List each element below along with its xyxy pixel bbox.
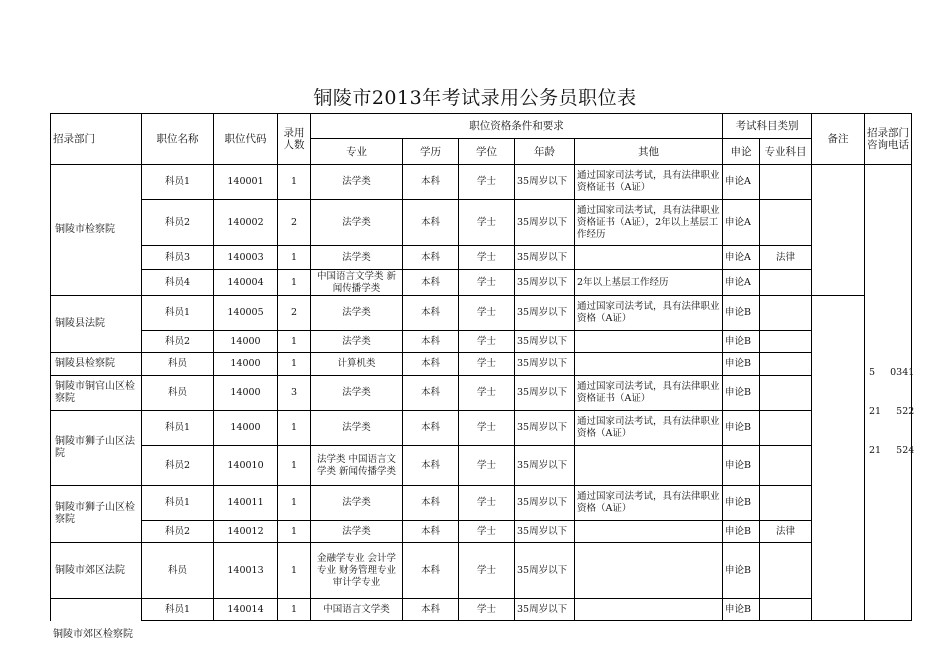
code-cell: 140012 [214, 521, 278, 543]
header-age: 年龄 [515, 139, 575, 165]
table-row [51, 165, 912, 200]
shenlun-cell: 申论B [723, 521, 760, 543]
table-row [51, 486, 912, 521]
table-body [51, 165, 915, 621]
degree-cell: 学士 [459, 521, 515, 543]
department-cell: 铜陵县检察院 [51, 353, 142, 376]
code-cell: 140004 [214, 270, 278, 296]
other-cell: 通过国家司法考试，具有法律职业资格（A证） [575, 486, 723, 521]
code-cell: 140013 [214, 543, 278, 599]
header-degree: 学位 [459, 139, 515, 165]
table-row [51, 521, 912, 543]
major-cell: 法学类 [311, 200, 403, 246]
count-cell: 1 [278, 543, 311, 599]
degree-cell: 学士 [459, 200, 515, 246]
subject-cell [760, 599, 812, 621]
code-cell: 140011 [214, 486, 278, 521]
header-dept: 招录部门 [51, 114, 142, 165]
position-cell: 科员1 [142, 486, 214, 521]
other-cell [575, 543, 723, 599]
phone-line: 21 524 [869, 445, 915, 456]
subject-cell [760, 331, 812, 353]
header-shenlun: 申论 [723, 139, 760, 165]
department-cell: 铜陵市狮子山区检察院 [51, 486, 142, 543]
degree-cell: 学士 [459, 296, 515, 331]
major-cell: 法学类 [311, 411, 403, 446]
header-qualifications: 职位资格条件和要求 [311, 114, 723, 139]
header-exam-category: 考试科目类别 [723, 114, 812, 139]
shenlun-cell: 申论A [723, 246, 760, 270]
position-cell: 科员3 [142, 246, 214, 270]
shenlun-cell: 申论A [723, 270, 760, 296]
age-cell: 35周岁以下 [515, 296, 575, 331]
age-cell: 35周岁以下 [515, 446, 575, 486]
position-cell: 科员1 [142, 411, 214, 446]
position-cell: 科员1 [142, 165, 214, 200]
count-cell: 1 [278, 331, 311, 353]
count-cell: 1 [278, 270, 311, 296]
shenlun-cell: 申论B [723, 486, 760, 521]
other-cell [575, 521, 723, 543]
shenlun-cell: 申论B [723, 353, 760, 376]
department-cell: 铜陵市铜官山区检察院 [51, 376, 142, 411]
header-code: 职位代码 [214, 114, 278, 165]
header-remark: 备注 [812, 114, 865, 165]
age-cell: 35周岁以下 [515, 521, 575, 543]
next-department-label: 铜陵市郊区检察院 [53, 629, 133, 640]
count-cell: 1 [278, 486, 311, 521]
shenlun-cell: 申论A [723, 165, 760, 200]
table-row [51, 599, 912, 621]
table-row [51, 296, 912, 331]
subject-cell [760, 411, 812, 446]
education-cell: 本科 [403, 296, 459, 331]
position-cell: 科员2 [142, 446, 214, 486]
age-cell: 35周岁以下 [515, 200, 575, 246]
major-cell: 中国语言文学类 新闻传播学类 [311, 270, 403, 296]
other-cell: 通过国家司法考试，具有法律职业资格（A证） [575, 296, 723, 331]
degree-cell: 学士 [459, 331, 515, 353]
age-cell: 35周岁以下 [515, 411, 575, 446]
degree-cell: 学士 [459, 543, 515, 599]
code-cell: 14000 [214, 353, 278, 376]
position-cell: 科员 [142, 376, 214, 411]
shenlun-cell: 申论B [723, 446, 760, 486]
age-cell: 35周岁以下 [515, 599, 575, 621]
education-cell: 本科 [403, 376, 459, 411]
code-cell: 140002 [214, 200, 278, 246]
count-cell: 2 [278, 200, 311, 246]
code-cell: 140001 [214, 165, 278, 200]
header-specialty-subject: 专业科目 [760, 139, 812, 165]
education-cell: 本科 [403, 200, 459, 246]
phone-line: 21 522 [869, 406, 915, 417]
major-cell: 法学类 [311, 165, 403, 200]
degree-cell: 学士 [459, 353, 515, 376]
code-cell: 140010 [214, 446, 278, 486]
page-title: 铜陵市2013年考试录用公务员职位表 [313, 87, 637, 109]
header-phone: 招录部门咨询电话 [865, 114, 912, 165]
shenlun-cell: 申论B [723, 296, 760, 331]
age-cell: 35周岁以下 [515, 331, 575, 353]
education-cell: 本科 [403, 521, 459, 543]
count-cell: 1 [278, 446, 311, 486]
count-cell: 1 [278, 353, 311, 376]
table-row [51, 353, 912, 376]
job-table [50, 113, 915, 621]
age-cell: 35周岁以下 [515, 353, 575, 376]
age-cell: 35周岁以下 [515, 486, 575, 521]
education-cell: 本科 [403, 411, 459, 446]
major-cell: 法学类 [311, 246, 403, 270]
age-cell: 35周岁以下 [515, 270, 575, 296]
shenlun-cell: 申论B [723, 543, 760, 599]
count-cell: 1 [278, 599, 311, 621]
count-cell: 1 [278, 246, 311, 270]
code-cell: 140014 [214, 599, 278, 621]
header-other: 其他 [575, 139, 723, 165]
count-cell: 3 [278, 376, 311, 411]
shenlun-cell: 申论B [723, 599, 760, 621]
shenlun-cell: 申论B [723, 331, 760, 353]
education-cell: 本科 [403, 599, 459, 621]
table-row [51, 200, 912, 246]
degree-cell: 学士 [459, 270, 515, 296]
position-cell: 科员2 [142, 200, 214, 246]
header-education: 学历 [403, 139, 459, 165]
age-cell: 35周岁以下 [515, 376, 575, 411]
subject-cell [760, 296, 812, 331]
education-cell: 本科 [403, 246, 459, 270]
shenlun-cell: 申论B [723, 376, 760, 411]
code-cell: 14000 [214, 376, 278, 411]
shenlun-cell: 申论B [723, 411, 760, 446]
subject-cell [760, 270, 812, 296]
other-cell: 通过国家司法考试，具有法律职业资格（A证） [575, 411, 723, 446]
major-cell: 法学类 中国语言文学类 新闻传播学类 [311, 446, 403, 486]
other-cell: 通过国家司法考试，具有法律职业资格证书（A证） [575, 376, 723, 411]
department-cell: 铜陵市郊区法院 [51, 543, 142, 599]
major-cell: 法学类 [311, 521, 403, 543]
other-cell: 通过国家司法考试，具有法律职业资格证书（A证） [575, 165, 723, 200]
header-count: 录用人数 [278, 114, 311, 165]
department-cell [51, 599, 142, 621]
header-position: 职位名称 [142, 114, 214, 165]
position-cell: 科员4 [142, 270, 214, 296]
major-cell: 法学类 [311, 486, 403, 521]
table-row [51, 246, 912, 270]
count-cell: 1 [278, 411, 311, 446]
position-cell: 科员1 [142, 296, 214, 331]
table-row [51, 270, 912, 296]
subject-cell [760, 486, 812, 521]
table-row [51, 543, 912, 599]
subject-cell [760, 353, 812, 376]
major-cell: 法学类 [311, 331, 403, 353]
code-cell: 140003 [214, 246, 278, 270]
education-cell: 本科 [403, 331, 459, 353]
other-cell [575, 331, 723, 353]
subject-cell: 法律 [760, 521, 812, 543]
position-cell: 科员1 [142, 599, 214, 621]
shenlun-cell: 申论A [723, 200, 760, 246]
subject-cell [760, 200, 812, 246]
major-cell: 中国语言文学类 [311, 599, 403, 621]
position-cell: 科员2 [142, 521, 214, 543]
table-row [51, 376, 912, 411]
age-cell: 35周岁以下 [515, 246, 575, 270]
position-cell: 科员 [142, 543, 214, 599]
subject-cell [760, 543, 812, 599]
other-cell: 2年以上基层工作经历 [575, 270, 723, 296]
degree-cell: 学士 [459, 486, 515, 521]
phone-numbers [869, 340, 914, 470]
remark-cell [812, 296, 865, 621]
education-cell: 本科 [403, 270, 459, 296]
education-cell: 本科 [403, 446, 459, 486]
major-cell: 金融学专业 会计学专业 财务管理专业 审计学专业 [311, 543, 403, 599]
department-cell: 铜陵市狮子山区法院 [51, 411, 142, 486]
degree-cell: 学士 [459, 411, 515, 446]
other-cell [575, 246, 723, 270]
table-row [51, 411, 912, 446]
major-cell: 计算机类 [311, 353, 403, 376]
other-cell [575, 446, 723, 486]
major-cell: 法学类 [311, 296, 403, 331]
table-row [51, 446, 912, 486]
remark-cell [812, 165, 865, 296]
degree-cell: 学士 [459, 376, 515, 411]
subject-cell: 法律 [760, 246, 812, 270]
count-cell: 1 [278, 521, 311, 543]
major-cell: 法学类 [311, 376, 403, 411]
count-cell: 2 [278, 296, 311, 331]
other-cell [575, 353, 723, 376]
code-cell: 140005 [214, 296, 278, 331]
position-cell: 科员 [142, 353, 214, 376]
department-cell: 铜陵县法院 [51, 296, 142, 353]
position-cell: 科员2 [142, 331, 214, 353]
education-cell: 本科 [403, 353, 459, 376]
degree-cell: 学士 [459, 599, 515, 621]
education-cell: 本科 [403, 486, 459, 521]
subject-cell [760, 446, 812, 486]
degree-cell: 学士 [459, 246, 515, 270]
subject-cell [760, 376, 812, 411]
department-cell: 铜陵市检察院 [51, 165, 142, 296]
other-cell: 通过国家司法考试，具有法律职业资格证书（A证），2年以上基层工作经历 [575, 200, 723, 246]
code-cell: 14000 [214, 331, 278, 353]
table-row [51, 331, 912, 353]
age-cell: 35周岁以下 [515, 165, 575, 200]
subject-cell [760, 165, 812, 200]
education-cell: 本科 [403, 543, 459, 599]
age-cell: 35周岁以下 [515, 543, 575, 599]
phone-line: 5 0341 [869, 367, 915, 378]
other-cell [575, 599, 723, 621]
degree-cell: 学士 [459, 165, 515, 200]
header-major: 专业 [311, 139, 403, 165]
code-cell: 14000 [214, 411, 278, 446]
degree-cell: 学士 [459, 446, 515, 486]
count-cell: 1 [278, 165, 311, 200]
education-cell: 本科 [403, 165, 459, 200]
